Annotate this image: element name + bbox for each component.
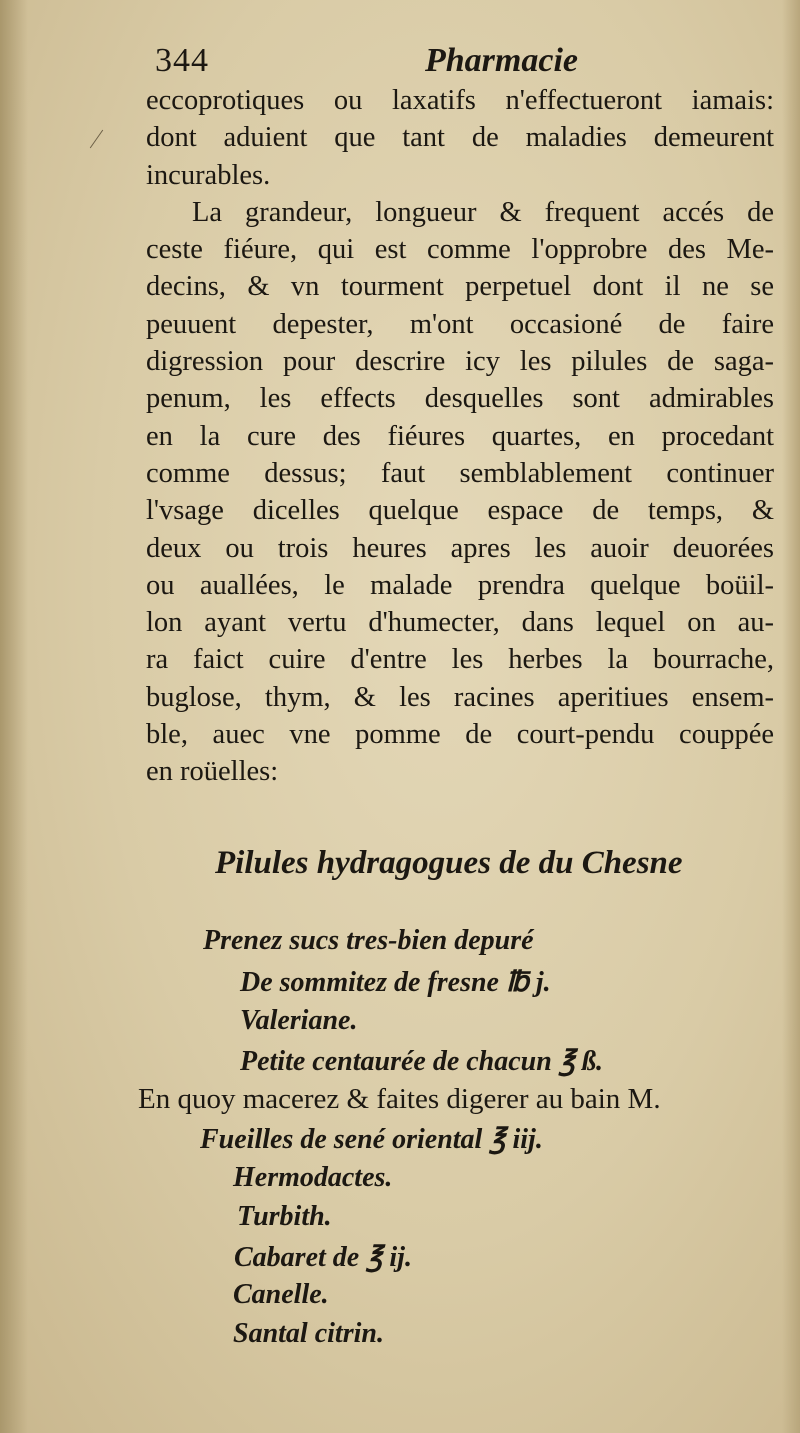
text-line: comme dessus; faut semblablement continuer [146, 457, 774, 489]
text-line: en roüelles: [146, 756, 279, 788]
text-line: deux ou trois heures apres les auoir deuorées [146, 532, 774, 564]
running-head: Pharmacie [425, 42, 578, 79]
text-line: ra faict cuire d'entre les herbes la bourrache, [146, 644, 774, 676]
text-line: ceste fiéure, qui est comme l'opprobre des Me- [146, 234, 774, 266]
text-line: digression pour descrire icy les pilules de saga- [146, 346, 774, 378]
recipe-line: Fueilles de sené oriental ℥ iij. [200, 1124, 543, 1155]
text-line: incurables. [146, 159, 271, 191]
recipe-line: Cabaret de ℥ ij. [234, 1242, 412, 1273]
text-line: ble, auec vne pomme de court-pendu couppée [146, 719, 774, 751]
recipe-line: En quoy macerez & faites digerer au bain M. [138, 1083, 661, 1115]
text-line: peuuent depester, m'ont occasioné de faire [146, 308, 774, 340]
recipe-line: Hermodactes. [233, 1162, 393, 1193]
recipe-line: Santal citrin. [233, 1318, 384, 1349]
text-line: l'vsage dicelles quelque espace de temps, & [146, 495, 774, 527]
text-line: ou auallées, le malade prendra quelque boüil- [146, 569, 774, 601]
body-text [146, 82, 774, 791]
text-line: eccoprotiques ou laxatifs n'effectueront iamais: [146, 85, 774, 116]
margin-mark [90, 130, 103, 149]
recipe-title: Pilules hydragogues de du Chesne [215, 845, 683, 881]
recipe-line: Turbith. [237, 1201, 332, 1232]
text-line: en la cure des fiéures quartes, en procedant [146, 420, 774, 452]
text-line: decins, & vn tourment perpetuel dont il ne se [146, 271, 774, 303]
text-line: lon ayant vertu d'humecter, dans lequel on au- [146, 607, 774, 639]
page-number: 344 [155, 42, 209, 79]
recipe-line: Petite centaurée de chacun ℥ ß. [240, 1046, 604, 1077]
recipe-line: Prenez sucs tres-bien depuré [203, 925, 534, 956]
text-line: buglose, thym, & les racines aperitiues ensem- [146, 681, 774, 713]
recipe-line: De sommitez de fresne ℔ j. [240, 967, 551, 998]
text-line: dont aduient que tant de maladies demeurent [146, 122, 774, 154]
text-line: La grandeur, longueur & frequent accés de [192, 196, 774, 228]
text-line: penum, les effects desquelles sont admirables [146, 383, 774, 415]
recipe-line: Canelle. [233, 1279, 329, 1310]
recipe-line: Valeriane. [240, 1005, 358, 1036]
